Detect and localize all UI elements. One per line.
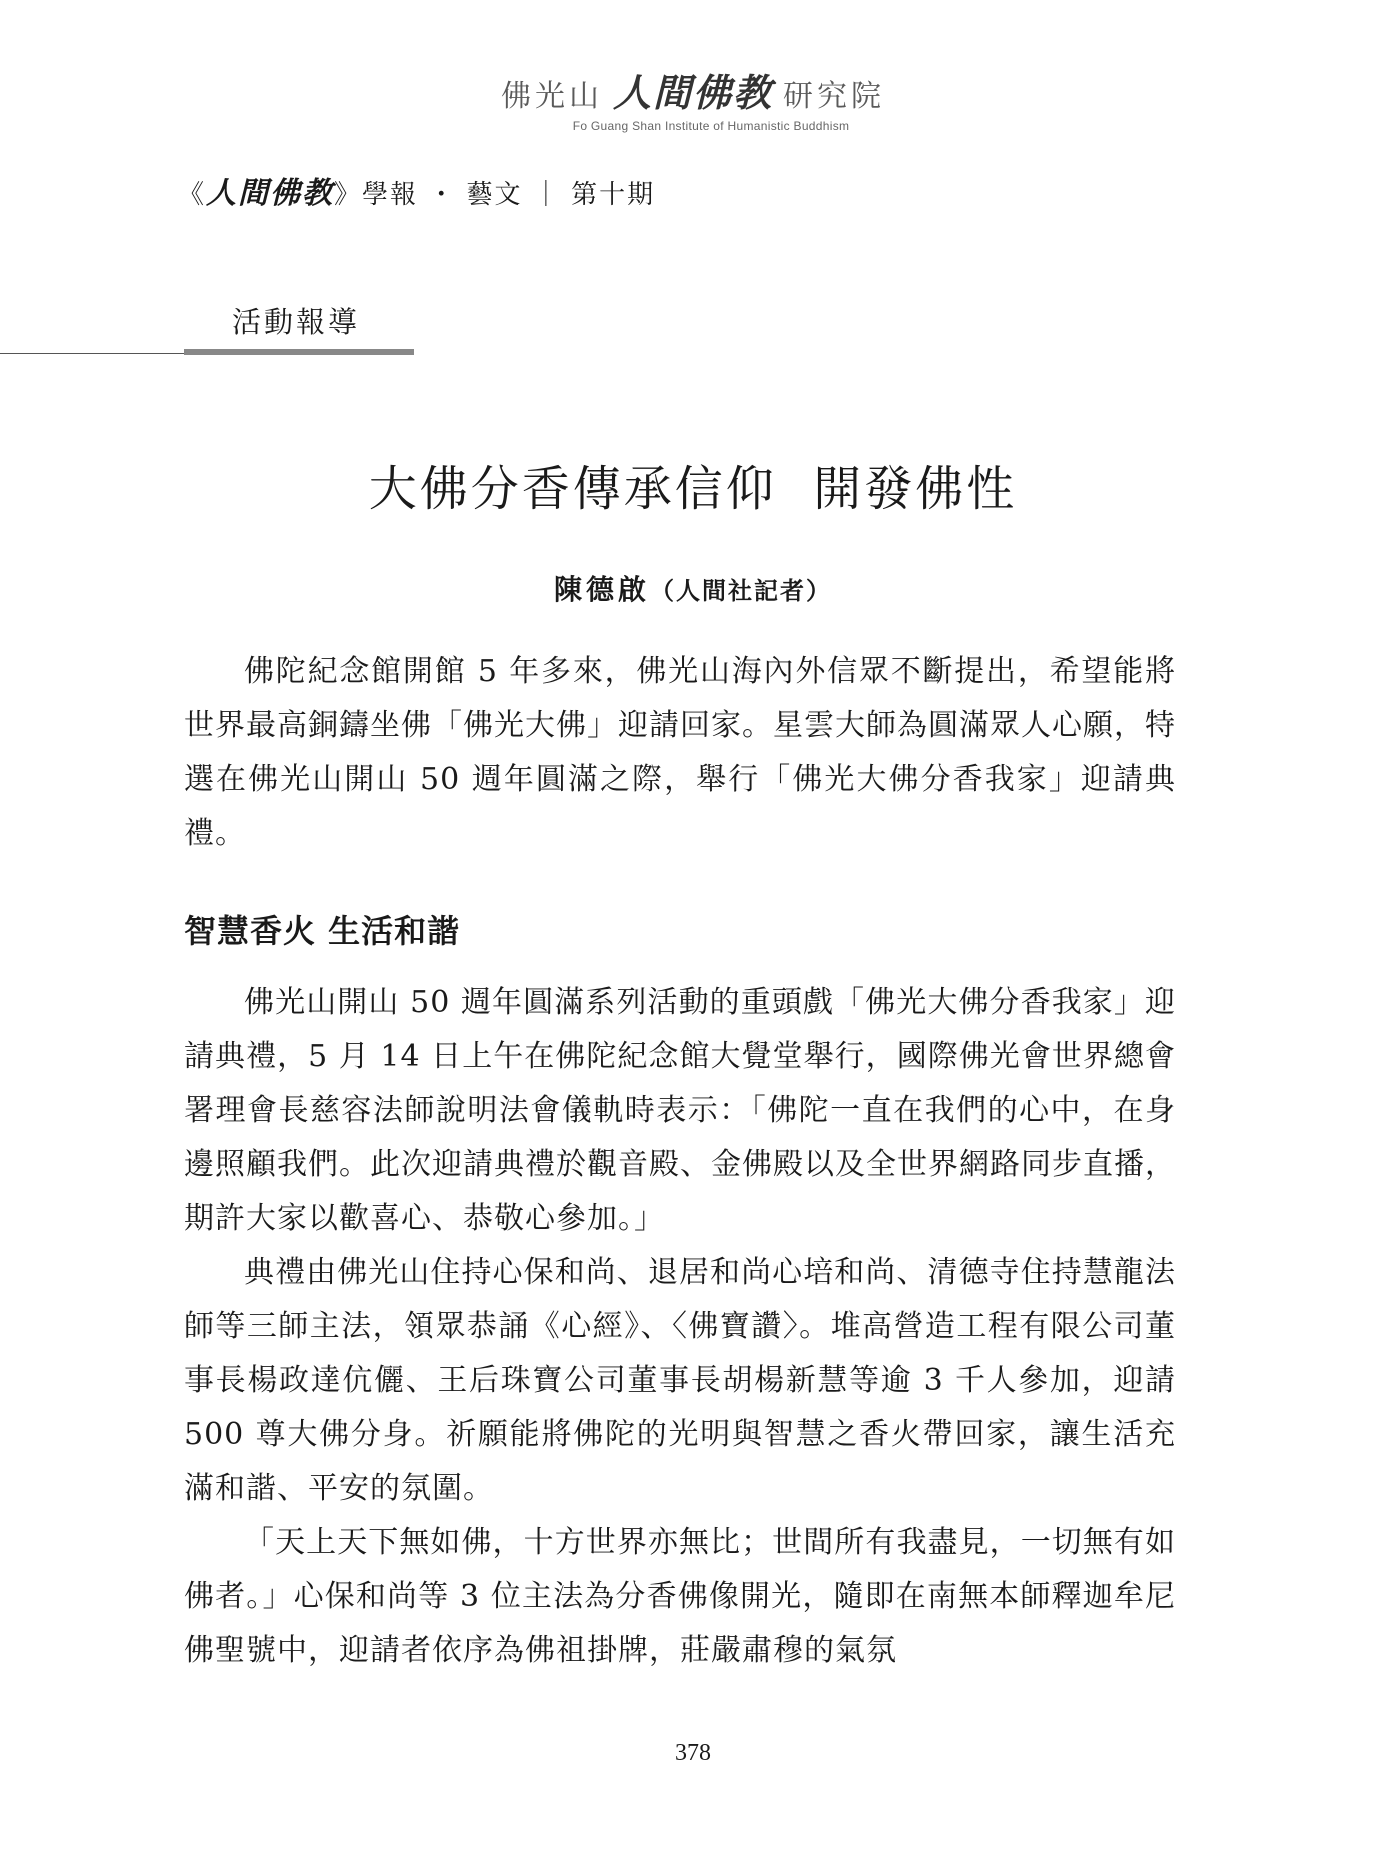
journal-open-bracket: 《 <box>178 180 207 210</box>
page-number: 378 <box>675 1740 711 1766</box>
masthead-right: 研究院 <box>783 79 885 114</box>
author-role: （人間社記者） <box>650 576 832 605</box>
article-body <box>184 976 1176 1678</box>
body-paragraph: 「天上天下無如佛，十方世界亦無比；世間所有我盡見，一切無有如佛者。」心保和尚等 3 位主法為分香佛像開光，隨即在南無本師釋迦牟尼佛聖號中，迎請者依序為佛祖掛牌，莊嚴肅穆的氣氛 <box>184 1525 1176 1668</box>
journal-close-bracket: 》 <box>334 180 363 210</box>
section-label: 活動報導 <box>232 305 361 339</box>
body-paragraph: 典禮由佛光山住持心保和尚、退居和尚心培和尚、清德寺住持慧龍法師等三師主法，領眾恭誦《心經》、〈佛寶讚〉。堆高營造工程有限公司董事長楊政達伉儷、王后珠寶公司董事長胡楊新慧等逾 3 千人參加，迎請 500 尊大佛分身。祈願能將佛陀的光明與智慧之香火帶回家，讓生活充滿和諧、平安的氛圍。 <box>184 1255 1176 1506</box>
institute-logo <box>501 62 885 117</box>
journal-name: 人間佛教 <box>206 176 335 211</box>
journal-issue: 學報 ・ 藝文 ｜ 第十期 <box>362 180 656 210</box>
article-title: 大佛分香傳承信仰 開發佛性 <box>368 461 1018 517</box>
masthead-left: 佛光山 <box>500 79 603 114</box>
masthead-calligraphy: 人間佛教 <box>612 70 773 115</box>
journal-header <box>178 168 655 212</box>
section-subheading: 智慧香火 生活和諧 <box>184 912 461 950</box>
intro-paragraph: 佛陀紀念館開館 5 年多來，佛光山海內外信眾不斷提出，希望能將世界最高銅鑄坐佛「佛光大佛」迎請回家。星雲大師為圓滿眾人心願，特選在佛光山開山 50 週年圓滿之際，舉行「佛光大佛分香我家」迎請典禮。 <box>184 654 1176 851</box>
article-byline <box>0 568 1386 608</box>
article-intro <box>184 645 1176 861</box>
masthead <box>0 62 1386 133</box>
body-paragraph: 佛光山開山 50 週年圓滿系列活動的重頭戲「佛光大佛分香我家」迎請典禮，5 月 14 日上午在佛陀紀念館大覺堂舉行，國際佛光會世界總會署理會長慈容法師說明法會儀軌時表示：「佛陀一直在我們的心中，在身邊照顧我們。此次迎請典禮於觀音殿、金佛殿以及全世界網路同步直播，期許大家以歡喜心、恭敬心參加。」 <box>184 985 1176 1236</box>
author-name: 陳德啟 <box>553 573 650 606</box>
masthead-english: Fo Guang Shan Institute of Humanistic Buddhism <box>572 119 850 133</box>
section-divider-accent <box>184 349 414 355</box>
